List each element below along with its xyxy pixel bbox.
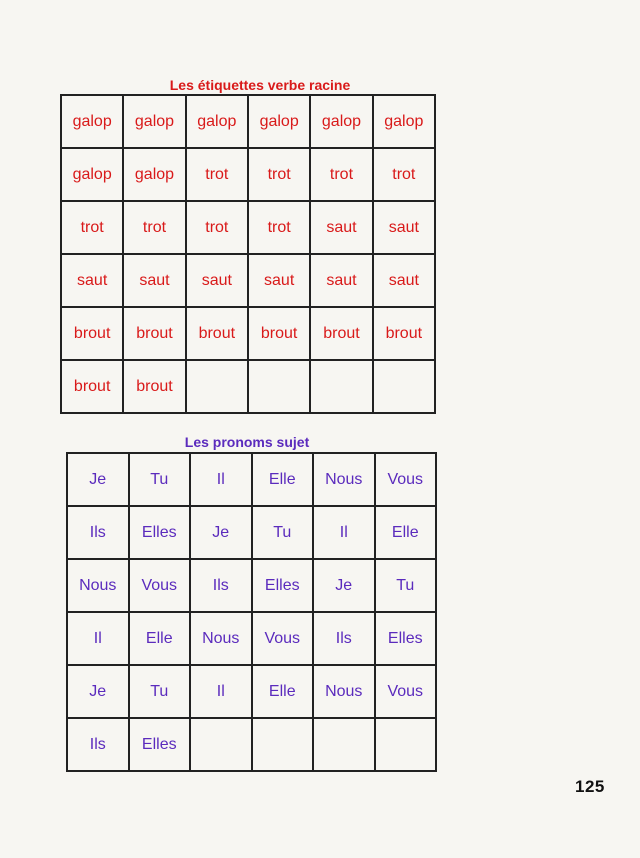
verb-label-cell: saut	[373, 201, 435, 254]
pronoun-label-cell: Il	[190, 665, 252, 718]
pronoun-label-cell: Vous	[129, 559, 191, 612]
pronoun-label-cell: Nous	[313, 453, 375, 506]
pronoun-label-cell: Il	[190, 453, 252, 506]
pronoun-label-cell: Elles	[129, 506, 191, 559]
pronoun-label-cell: Vous	[252, 612, 314, 665]
verb-label-cell: saut	[373, 254, 435, 307]
subject-pronouns-grid	[66, 452, 437, 772]
verb-label-cell: galop	[61, 148, 123, 201]
verb-labels-grid	[60, 94, 436, 414]
pronoun-label-cell: Tu	[375, 559, 437, 612]
subject-pronouns-title: Les pronoms sujet	[184, 434, 310, 450]
pronoun-label-cell: Elle	[375, 506, 437, 559]
grid-row	[61, 148, 435, 201]
grid-row	[67, 665, 436, 718]
pronoun-label-cell: Nous	[313, 665, 375, 718]
verb-label-cell	[248, 360, 310, 413]
pronoun-label-cell: Tu	[129, 665, 191, 718]
verb-label-cell	[310, 360, 372, 413]
verb-label-cell: saut	[123, 254, 185, 307]
pronoun-label-cell: Elle	[129, 612, 191, 665]
verb-label-cell: saut	[61, 254, 123, 307]
verb-label-cell	[186, 360, 248, 413]
grid-row	[67, 718, 436, 771]
pronoun-label-cell: Elles	[252, 559, 314, 612]
pronoun-label-cell: Elle	[252, 453, 314, 506]
pronoun-label-cell: Elle	[252, 665, 314, 718]
pronoun-label-cell: Il	[67, 612, 129, 665]
pronoun-label-cell	[190, 718, 252, 771]
grid-row	[61, 95, 435, 148]
grid-row	[61, 307, 435, 360]
pronoun-label-cell: Nous	[190, 612, 252, 665]
grid-row	[61, 360, 435, 413]
verb-label-cell: trot	[310, 148, 372, 201]
verb-label-cell: galop	[123, 95, 185, 148]
verb-label-cell: saut	[310, 254, 372, 307]
grid-row	[67, 506, 436, 559]
verb-label-cell: galop	[248, 95, 310, 148]
grid-row	[61, 201, 435, 254]
verb-label-cell: trot	[186, 148, 248, 201]
verb-label-cell: trot	[61, 201, 123, 254]
verb-label-cell: brout	[186, 307, 248, 360]
verb-label-cell: saut	[186, 254, 248, 307]
grid-row	[67, 453, 436, 506]
pronoun-label-cell: Je	[313, 559, 375, 612]
pronoun-label-cell: Ils	[313, 612, 375, 665]
pronoun-label-cell: Ils	[190, 559, 252, 612]
pronoun-label-cell	[252, 718, 314, 771]
verb-label-cell: brout	[61, 360, 123, 413]
verb-label-cell: brout	[123, 307, 185, 360]
verb-label-cell: saut	[248, 254, 310, 307]
pronoun-label-cell: Je	[190, 506, 252, 559]
verb-label-cell: brout	[310, 307, 372, 360]
pronoun-label-cell: Je	[67, 665, 129, 718]
verb-label-cell: brout	[61, 307, 123, 360]
pronoun-label-cell	[375, 718, 437, 771]
verb-label-cell: brout	[373, 307, 435, 360]
verb-label-cell: galop	[123, 148, 185, 201]
pronoun-label-cell: Vous	[375, 665, 437, 718]
verb-label-cell: trot	[123, 201, 185, 254]
verb-label-cell: galop	[373, 95, 435, 148]
pronoun-label-cell: Nous	[67, 559, 129, 612]
pronoun-label-cell: Vous	[375, 453, 437, 506]
verb-label-cell: trot	[248, 148, 310, 201]
verb-labels-title: Les étiquettes verbe racine	[169, 77, 351, 93]
verb-label-cell: saut	[310, 201, 372, 254]
verb-label-cell: trot	[248, 201, 310, 254]
pronoun-label-cell	[313, 718, 375, 771]
pronoun-label-cell: Elles	[375, 612, 437, 665]
pronoun-label-cell: Elles	[129, 718, 191, 771]
verb-label-cell: galop	[61, 95, 123, 148]
verb-label-cell: trot	[373, 148, 435, 201]
verb-label-cell: brout	[123, 360, 185, 413]
grid-row	[67, 612, 436, 665]
verb-label-cell: galop	[310, 95, 372, 148]
pronoun-label-cell: Je	[67, 453, 129, 506]
pronoun-label-cell: Ils	[67, 718, 129, 771]
pronoun-label-cell: Ils	[67, 506, 129, 559]
page-number: 125	[575, 777, 605, 796]
grid-row	[67, 559, 436, 612]
pronoun-label-cell: Il	[313, 506, 375, 559]
verb-label-cell: galop	[186, 95, 248, 148]
verb-label-cell: trot	[186, 201, 248, 254]
pronoun-label-cell: Tu	[129, 453, 191, 506]
verb-label-cell: brout	[248, 307, 310, 360]
pronoun-label-cell: Tu	[252, 506, 314, 559]
grid-row	[61, 254, 435, 307]
verb-label-cell	[373, 360, 435, 413]
